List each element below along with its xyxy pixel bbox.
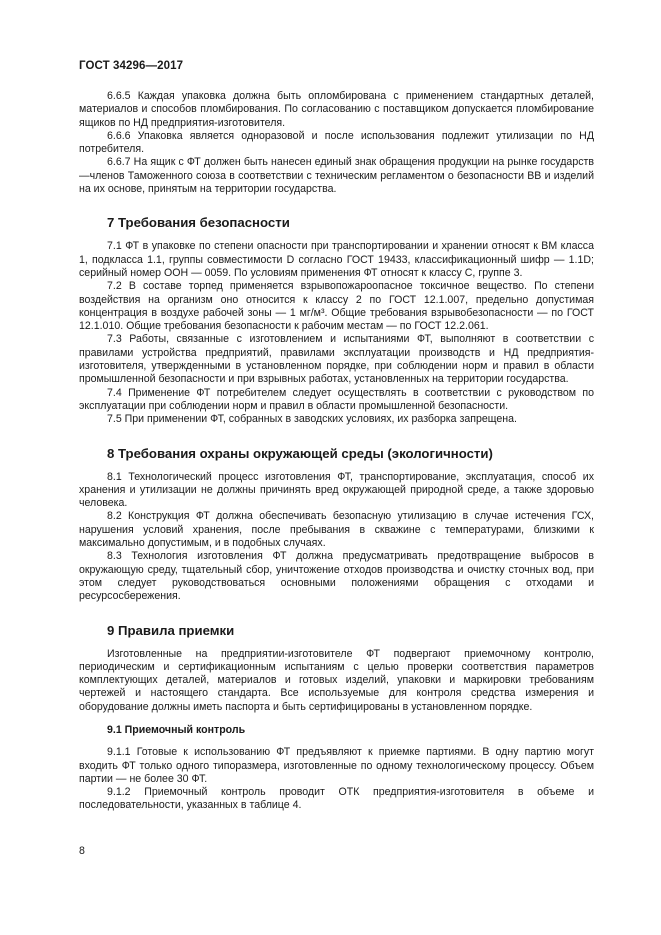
paragraph-7-2: 7.2 В составе торпед применяется взрывопожароопасное токсичное вещество. По степени воздействия на организм оно относится к классу 2 по ГОСТ 12.1.007, предельно допустимая концентрация в воздухе рабочей зоны — 1 мг/м³. Общие требования взрывобезопасности — по ГОСТ 12.1.010. Общие требования безопасности к рабочим местам — по ГОСТ 12.2.061.: [79, 280, 594, 333]
paragraph-7-5: 7.5 При применении ФТ, собранных в заводских условиях, их разборка запрещена.: [107, 413, 517, 426]
section-heading-7: 7 Требования безопасности: [107, 215, 290, 231]
paragraph-8-3: 8.3 Технология изготовления ФТ должна предусматривать предотвращение выбросов в окружающую среду, тщательный сбор, уничтожение отходов производства и очистку сточных вод, при этом следует руководствоваться основными положениями обращения с отходами и ресурсосбережения.: [79, 550, 594, 603]
document-code: ГОСТ 34296—2017: [79, 60, 184, 72]
paragraph-6-6-6: 6.6.6 Упаковка является одноразовой и после использования подлежит утилизации по НД потребителя.: [79, 129, 594, 156]
paragraph-7-1: 7.1 ФТ в упаковке по степени опасности при транспортировании и хранении относят к ВМ класса 1, подкласса 1.1, группы совместимости D согласно ГОСТ 19433, классификационный шифр — 1.1D; серийный номер ООН — 0059. По условиям применения ФТ относят к классу С, группе 3.: [79, 240, 594, 279]
paragraph-9-1-1: 9.1.1 Готовые к использованию ФТ предъявляют к приемке партиями. В одну партию могут входить ФТ только одного типоразмера, изготовленные по одному технологическому процессу. Объем партии — не более 30 ФТ.: [79, 746, 594, 785]
document-body: [79, 90, 594, 813]
paragraph-9-intro: Изготовленные на предприятии-изготовителе ФТ подвергают приемочному контролю, периодическим и сертификационным испытаниям с целью проверки соответствия параметров комплектующих деталей, материалов и готовых изделий, упаковки и маркировки требованиям чертежей и настоящего стандарта. Все используемые для контроля средства измерения и оборудование должны иметь паспорта и быть сертифицированы в установленном порядке.: [79, 647, 594, 713]
paragraph-8-1: 8.1 Технологический процесс изготовления ФТ, транспортирование, эксплуатация, способ их хранения и утилизации не должны причинять вред окружающей природной среде, а также здоровью человека.: [79, 470, 594, 510]
paragraph-9-1-2: 9.1.2 Приемочный контроль проводит ОТК предприятия-изготовителя в объеме и последовательности, указанных в таблице 4.: [79, 786, 594, 812]
paragraph-8-2: 8.2 Конструкция ФТ должна обеспечивать безопасную утилизацию в случае истечения ГСХ, нарушения условий хранения, после пребывания в скважине с температурами, близкими к максимально допустимым, и в подобных случаях.: [79, 510, 594, 550]
section-heading-8: 8 Требования охраны окружающей среды (экологичности): [107, 445, 493, 461]
paragraph-6-6-7: 6.6.7 На ящик с ФТ должен быть нанесен единый знак обращения продукции на рынке государств—членов Таможенного союза в соответствии с техническим регламентом о безопасности ВВ и изделий на их основе, принятым на территории государства.: [79, 156, 594, 196]
subsection-heading-9-1: 9.1 Приемочный контроль: [107, 723, 246, 736]
paragraph-7-3: 7.3 Работы, связанные с изготовлением и испытаниями ФТ, выполняют в соответствии с правилами устройства предприятий, правилами эксплуатации производств и НД предприятия-изготовителя, утвержденными в установленном порядке, при соблюдении норм и правил в области промышленной безопасности и при взрывных работах, установленных на территории государства.: [79, 333, 594, 386]
page-number: 8: [79, 845, 85, 857]
paragraph-6-6-5: 6.6.5 Каждая упаковка должна быть опломбирована с применением стандартных деталей, материалов и способов пломбирования. По согласованию с поставщиком допускается пломбирование ящиков по НД предприятия-изготовителя.: [79, 90, 594, 129]
section-heading-9: 9 Правила приемки: [107, 622, 235, 638]
paragraph-7-4: 7.4 Применение ФТ потребителем следует осуществлять в соответствии с руководством по эксплуатации при соблюдении норм и правил в области промышленной безопасности.: [79, 386, 594, 412]
